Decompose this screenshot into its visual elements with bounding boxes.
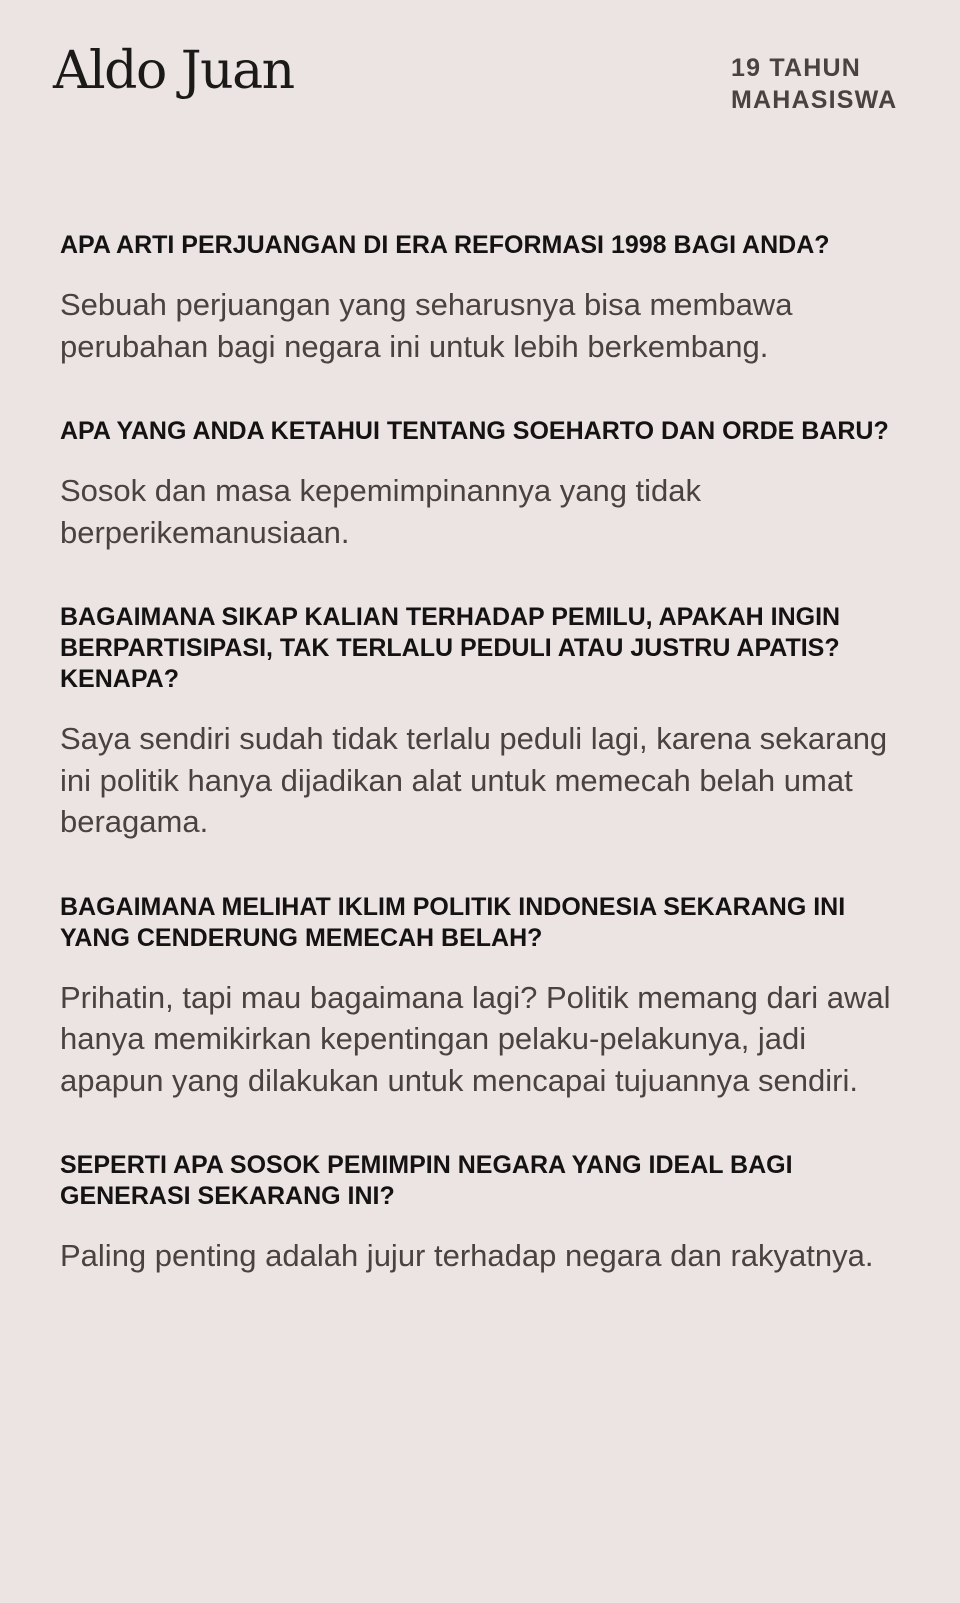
qa-item — [60, 230, 910, 367]
person-meta — [731, 52, 897, 116]
question: SEPERTI APA SOSOK PEMIMPIN NEGARA YANG IDEAL BAGI GENERASI SEKARANG INI? — [60, 1151, 793, 1210]
answer: Saya sendiri sudah tidak terlalu peduli lagi, karena sekarang ini politik hanya dijadikan alat untuk memecah belah umat beragama. — [60, 721, 888, 839]
person-age: 19 TAHUN — [731, 54, 861, 82]
question: APA YANG ANDA KETAHUI TENTANG SOEHARTO DAN ORDE BARU? — [60, 417, 889, 445]
question: APA ARTI PERJUANGAN DI ERA REFORMASI 1998 BAGI ANDA? — [60, 231, 830, 259]
question: BAGAIMANA MELIHAT IKLIM POLITIK INDONESIA SEKARANG INI YANG CENDERUNG MEMECAH BELAH? — [60, 892, 846, 952]
qa-item — [60, 602, 910, 843]
person-name: Aldo Juan — [53, 41, 294, 101]
qa-item — [60, 892, 910, 1102]
qa-item — [60, 416, 910, 553]
person-occupation: MAHASISWA — [731, 86, 898, 114]
interview — [60, 230, 910, 1277]
answer: Paling penting adalah jujur terhadap negara dan rakyatnya. — [60, 1238, 874, 1273]
qa-item — [60, 1150, 910, 1277]
answer: Sosok dan masa kepemimpinannya yang tidak berperikemanusiaan. — [60, 473, 702, 550]
question: BAGAIMANA SIKAP KALIAN TERHADAP PEMILU, APAKAH INGIN BERPARTISIPASI, TAK TERLALU PEDULI ATAU JUSTRU APATIS? KENAPA? — [60, 603, 841, 693]
page-header — [0, 0, 960, 140]
answer: Sebuah perjuangan yang seharusnya bisa membawa perubahan bagi negara ini untuk lebih berkembang. — [60, 287, 793, 364]
answer: Prihatin, tapi mau bagaimana lagi? Politik memang dari awal hanya memikirkan kepentingan pelaku-pelakunya, jadi apapun yang dilakukan untuk mencapai tujuannya sendiri. — [60, 979, 891, 1098]
